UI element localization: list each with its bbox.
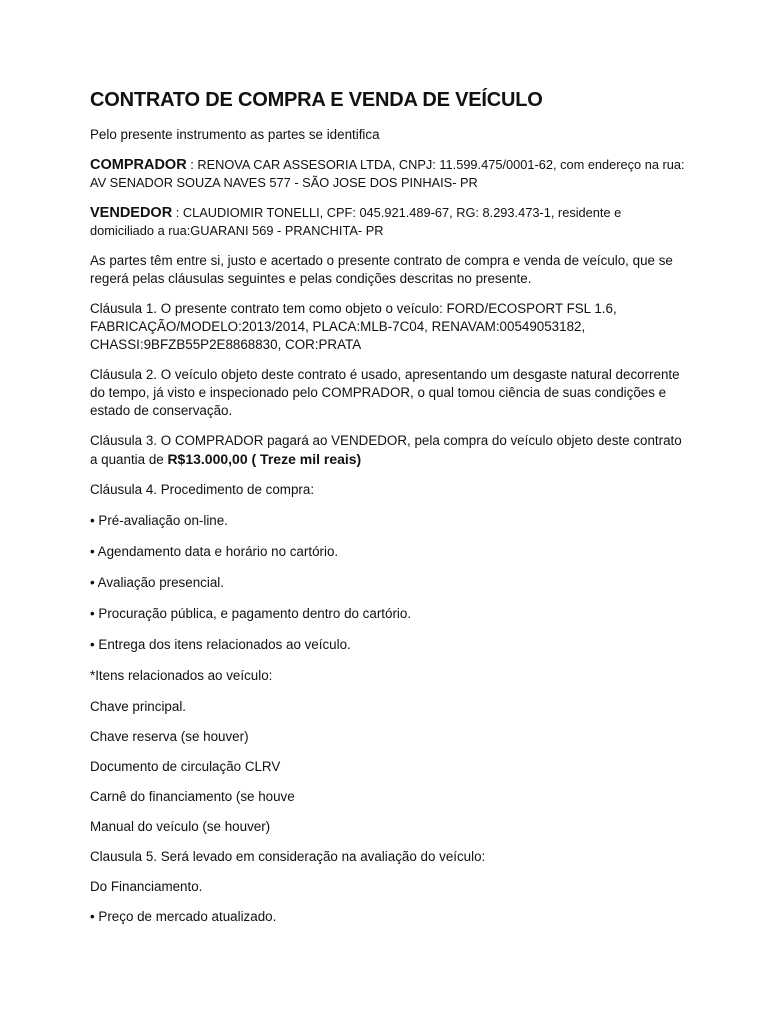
procedure-step: • Entrega dos itens relacionados ao veículo. [90, 637, 351, 652]
clause-4: Cláusula 4. Procedimento de compra: [90, 482, 315, 497]
intro-paragraph: Pelo presente instrumento as partes se identifica [90, 127, 380, 142]
vehicle-item: Manual do veículo (se houver) [90, 819, 271, 834]
seller-details: : CLAUDIOMIR TONELLI, CPF: 045.921.489-67, RG: 8.293.473-1, residente e domiciliado a rua:GUARANI 569 - PRANCHITA- PR [90, 205, 622, 238]
buyer-role: COMPRADOR [90, 157, 187, 173]
seller-paragraph [90, 204, 688, 240]
items-header: *Itens relacionados ao veículo: [90, 668, 273, 683]
document-title: CONTRATO DE COMPRA E VENDA DE VEÍCULO [90, 89, 543, 111]
financing-item: Do Financiamento. [90, 879, 203, 894]
clause-3-text: Cláusula 3. O COMPRADOR pagará ao VENDEDOR, pela compra do veículo objeto deste contrato a quantia de [90, 433, 682, 467]
clause-5: Clausula 5. Será levado em consideração na avaliação do veículo: [90, 849, 486, 864]
procedure-step: • Agendamento data e horário no cartório. [90, 544, 339, 559]
clause-1: Cláusula 1. O presente contrato tem como objeto o veículo: FORD/ECOSPORT FSL 1.6, FABRICAÇÃO/MODELO:2013/2014, PLACA:MLB-7C04, RENAVAM:00549053182, CHASSI:9BFZB55P2E8868830, COR:PRATA [90, 301, 617, 352]
buyer-details: : RENOVA CAR ASSESORIA LTDA, CNPJ: 11.599.475/0001-62, com endereço na rua: AV SENADOR SOUZA NAVES 577 - SÃO JOSE DOS PINHAIS- PR [90, 157, 685, 190]
procedure-step: • Procuração pública, e pagamento dentro do cartório. [90, 606, 412, 621]
clause-3-price: R$13.000,00 ( Treze mil reais) [167, 451, 362, 467]
vehicle-item: Chave principal. [90, 699, 187, 714]
vehicle-item: Carnê do financiamento (se houve [90, 789, 295, 804]
clause-2: Cláusula 2. O veículo objeto deste contrato é usado, apresentando um desgaste natural decorrente do tempo, já visto e inspecionado pelo COMPRADOR, o qual tomou ciência de suas condições e estado de conservação. [90, 367, 680, 418]
procedure-step: • Pré-avaliação on-line. [90, 513, 228, 528]
market-price-item: • Preço de mercado atualizado. [90, 909, 277, 924]
vehicle-item: Chave reserva (se houver) [90, 729, 249, 744]
procedure-step: • Avaliação presencial. [90, 575, 224, 590]
seller-role: VENDEDOR [90, 205, 173, 221]
buyer-paragraph [90, 156, 688, 192]
clause-3 [90, 432, 688, 469]
agreement-paragraph: As partes têm entre si, justo e acertado o presente contrato de compra e venda de veículo, que se regerá pelas cláusulas seguintes e pelas condições descritas no presente. [90, 253, 673, 286]
vehicle-item: Documento de circulação CLRV [90, 759, 281, 774]
